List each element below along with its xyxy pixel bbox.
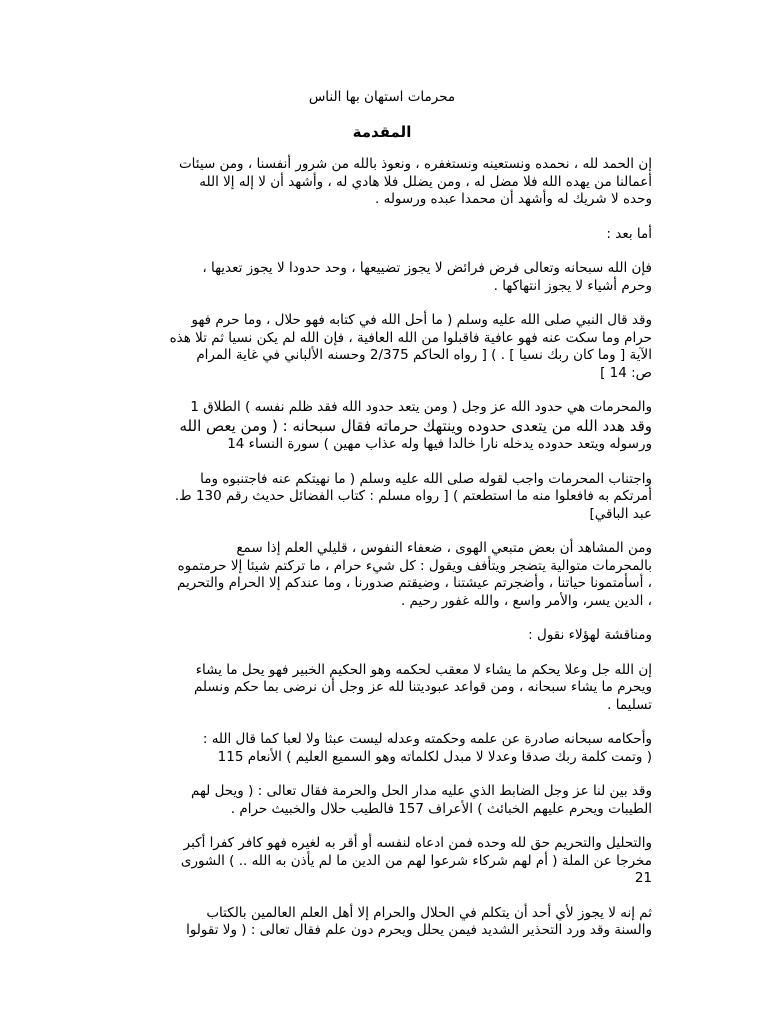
text-line: وحده لا شريك له وأشهد أن محمدا عبده ورسوله . xyxy=(375,191,652,207)
paragraph xyxy=(112,260,652,295)
text-line: فإن الله سبحانه وتعالى فرض فرائض لا يجوز تضييعها ، وحد حدودا لا يجوز تعديها ، xyxy=(202,260,652,276)
text-line: والمحرمات هي حدود الله عز وجل ( ومن يتعد حدود الله فقد ظلم نفسه ) الطلاق 1 xyxy=(190,399,652,415)
paragraph xyxy=(112,471,652,524)
text-line: أعمالنا من يهده الله فلا مضل له ، ومن يضلل فلا هادي له ، وأشهد أن لا إله إلا الله xyxy=(199,173,652,190)
text-line: ويحرم ما يشاء سبحانه ، ومن قواعد عبوديتنا لله عز وجل أن نرضى بما حكم ونسلم xyxy=(193,679,652,695)
paragraph xyxy=(112,156,652,209)
paragraph xyxy=(112,905,652,940)
text-line: ورسوله ويتعد حدوده يدخله نارا خالدا فيها وله عذاب مهين ) سورة النساء 14 xyxy=(227,436,652,452)
paragraph xyxy=(112,312,652,382)
text-line: ثم إنه لا يجوز لأي أحد أن يتكلم في الحلال والحرام إلا أهل العلم العالمين بالكتاب xyxy=(206,904,652,921)
section-heading: المقدمة xyxy=(352,123,412,141)
text-line: ص: 14 ] xyxy=(600,364,652,381)
document-title: محرمات استهان بها الناس xyxy=(308,89,456,105)
text-line: أما بعد : xyxy=(606,225,652,242)
text-line: إن الله جل وعلا يحكم ما يشاء لا معقب لحكمه وهو الحكيم الخبير فهو يحل ما يشاء xyxy=(195,661,652,678)
text-line: والسنة وقد ورد التحذير الشديد فيمن يحلل ويحرم دون علم فقال تعالى : ( ولا تقولوا xyxy=(186,922,652,938)
paragraph xyxy=(112,627,652,645)
document-page xyxy=(112,82,652,940)
text-line: عبد الباقي] xyxy=(589,505,652,522)
text-line: ومناقشة لهؤلاء نقول : xyxy=(528,627,652,643)
text-line: ( وتمت كلمة ربك صدقا وعدلا لا مبدل لكلماته وهو السميع العليم ) الأنعام 115 xyxy=(217,748,652,765)
text-line: بالمحرمات متوالية يتضجر ويتأفف ويقول : كل شيء حرام ، ما تركتم شيئا إلا حرمتموه xyxy=(177,557,652,574)
text-line: وقد هدد الله من يتعدى حدوده وينتهك حرماته فقال سبحانه : ( ومن يعص الله xyxy=(179,416,652,435)
text-line: وأحكامه سبحانه صادرة عن علمه وحكمته وعدله ليست عبثا ولا لعبا كما قال الله : xyxy=(202,731,652,747)
text-line: الآية [ وما كان ربك نسيا ] . ) [ رواه الحاكم 2/375 وحسنه الألباني في غاية المرام xyxy=(196,347,652,363)
text-line: والتحليل والتحريم حق لله وحده فمن ادعاه لنفسه أو أقر به لغيره فهو كافر كفرا أكبر xyxy=(183,835,652,851)
text-line: ، الدين يسر، والأمر واسع ، والله غفور رحيم . xyxy=(400,592,652,609)
text-line: مخرجا عن الملة ( أم لهم شركاء شرعوا لهم من الدين ما لم يأذن به الله .. ) الشورى xyxy=(180,852,652,869)
text-line: واجتناب المحرمات واجب لقوله صلى الله عليه وسلم ( ما نهيتكم عنه فاجتنبوه وما xyxy=(200,470,652,487)
text-line: أمرتكم به فافعلوا منه ما استطعتم ) [ رواه مسلم : كتاب الفضائل حديث رقم 130 ط. xyxy=(174,488,652,504)
paragraph xyxy=(112,731,652,766)
paragraph xyxy=(112,662,652,715)
paragraph xyxy=(112,835,652,888)
text-line: 21 xyxy=(634,870,652,886)
text-line: وقد بين لنا عز وجل الضابط الذي عليه مدار الحل والحرمة فقال تعالى : ( ويحل لهم xyxy=(190,783,652,799)
paragraph xyxy=(112,783,652,818)
text-line: إن الحمد لله ، نحمده ونستعينه ونستغفره ، ونعوذ بالله من شرور أنفسنا ، ومن سيئات xyxy=(178,156,652,172)
paragraph xyxy=(112,226,652,244)
text-line: الطيبات ويحرم عليهم الخبائث ) الأعراف 157 فالطيب حلال والخبيث حرام . xyxy=(230,800,652,817)
text-line: ومن المشاهد أن بعض متبعي الهوى ، ضعفاء النفوس ، قليلي العلم إذا سمع xyxy=(236,540,652,556)
paragraph xyxy=(112,399,652,454)
text-line: تسليما . xyxy=(607,696,652,713)
text-line: ، أسأمتمونا حياتنا ، وأضجرتم عيشتنا ، وضيقتم صدورنا ، وما عندكم إلا الحرام والتحريم xyxy=(176,575,652,591)
text-line: وقد قال النبي صلى الله عليه وسلم ( ما أحل الله في كتابه فهو حلال ، وما حرم فهو xyxy=(191,312,652,328)
text-line: وحرم أشياء لا يجوز انتهاكها . xyxy=(493,277,652,294)
text-line: حرام وما سكت عنه فهو عافية فاقبلوا من الله العافية ، فإن الله لم يكن نسيا ثم تلا هذه xyxy=(169,329,652,346)
paragraph xyxy=(112,540,652,610)
